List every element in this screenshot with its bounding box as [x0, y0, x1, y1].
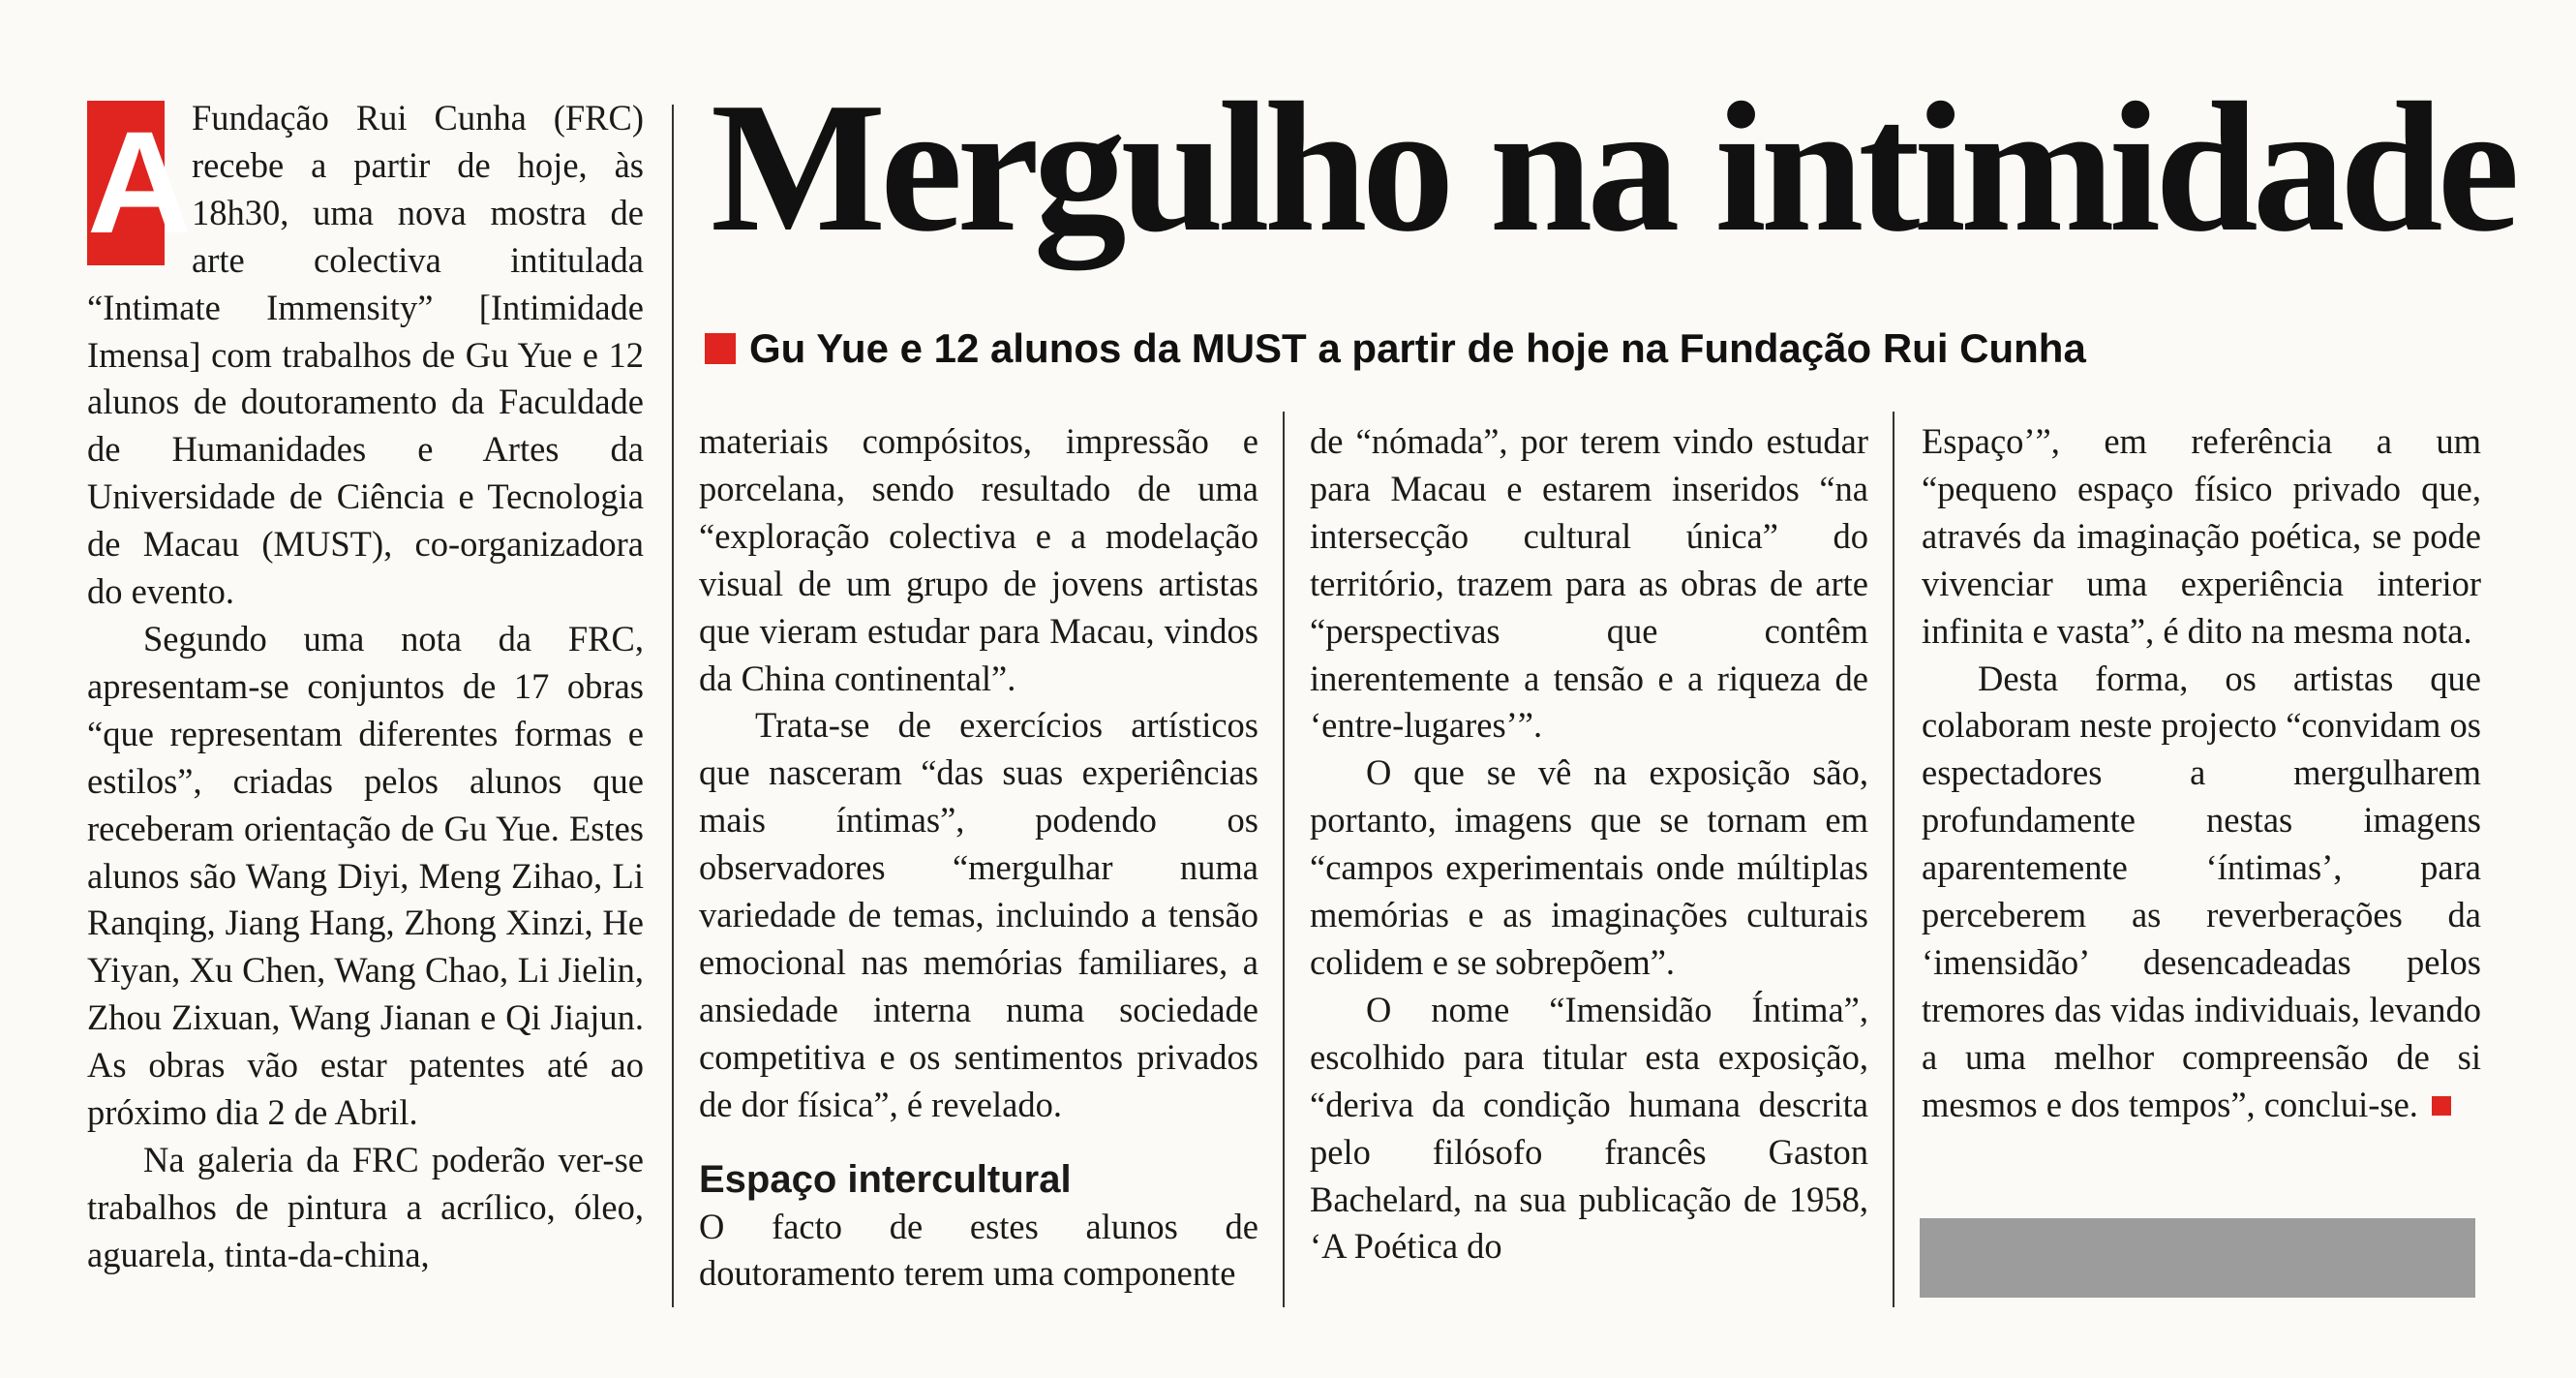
headline: Mergulho na intimidade	[711, 64, 2514, 270]
article-column-2	[699, 418, 1258, 1317]
column-rule-left	[672, 105, 674, 1307]
end-of-article-icon	[2432, 1096, 2451, 1116]
paragraph-9: O nome “Imensidão Íntima”, escolhido para titular esta exposição, “deriva da condição humana descrita pelo filósofo francês Gaston Bachelard, na sua publicação de 1958, ‘A Poética do	[1310, 989, 1868, 1267]
drop-cap: A	[87, 101, 193, 263]
paragraph-7: de “nómada”, por terem vindo estudar para Macau e estarem inseridos “na intersecção cultural única” do território, trazem para as obras de arte “perspectivas que contêm inerentemente a tensão e a riqueza de ‘entre-lugares’”.	[1310, 421, 1868, 746]
paragraph-8: O que se vê na exposição são, portanto, imagens que se tornam em “campos experimentais onde múltiplas memórias e as imaginações culturais colidem e se sobrepõem”.	[1310, 752, 1868, 982]
paragraph-11	[1922, 656, 2481, 1129]
paragraph-6: O facto de estes alunos de doutoramento terem uma componente	[699, 1206, 1258, 1294]
column-rule-3	[1893, 412, 1894, 1307]
paragraph-10: Espaço’”, em referência a um “pequeno espaço físico privado que, através da imaginação poética, se pode vivenciar uma experiência interior infinita e vasta”, é dito na mesma nota.	[1922, 421, 2481, 651]
paragraph-3: Na galeria da FRC poderão ver-se trabalhos de pintura a acrílico, óleo, aguarela, tinta-da-china,	[87, 1139, 644, 1274]
paragraph-4: materiais compósitos, impressão e porcelana, sendo resultado de uma “exploração colectiva e a modelação visual de um grupo de jovens artistas que vieram estudar para Macau, vindos da China continental”.	[699, 421, 1258, 698]
paragraph-2: Segundo uma nota da FRC, apresentam-se conjuntos de 17 obras “que representam diferentes formas e estilos”, criadas pelos alunos que receberam orientação de Gu Yue. Estes alunos são Wang Diyi, Meng Zihao, Li Ranqing, Jiang Hang, Zhong Xinzi, He Yiyan, Xu Chen, Wang Chao, Li Jielin, Zhou Zixuan, Wang Jianan e Qi Jiajun. As obras vão estar patentes até ao próximo dia 2 de Abril.	[87, 618, 644, 1133]
paragraph-1	[87, 95, 644, 616]
section-heading: Espaço intercultural	[699, 1157, 1072, 1201]
column-rule-2	[1283, 412, 1285, 1307]
subheadline	[705, 318, 2086, 380]
red-square-bullet-icon	[705, 333, 736, 364]
gray-bar	[1920, 1218, 2475, 1298]
paragraph-1-text: Fundação Rui Cunha (FRC) recebe a partir de hoje, às 18h30, uma nova mostra de arte colectiva intitulada “Intimate Immensity” [Intimidade Imensa] com trabalhos de Gu Yue e 12 alunos de doutoramento da Faculdade de Humanidades e Artes da Universidade de Ciência e Tecnologia de Macau (MUST), co-organizadora do evento.	[87, 98, 644, 612]
paragraph-5: Trata-se de exercícios artísticos que nasceram “das suas experiências mais íntimas”, podendo os observadores “mergulhar numa variedade de temas, incluindo a tensão emocional nas memórias familiares, a ansiedade interna numa sociedade competitiva e os sentimentos privados de dor física”, é revelado.	[699, 705, 1258, 1124]
article-column-3	[1310, 418, 1868, 1317]
subheadline-text: Gu Yue e 12 alunos da MUST a partir de hoje na Fundação Rui Cunha	[749, 325, 2086, 371]
article-column-4	[1922, 418, 2481, 1174]
article-column-1	[87, 95, 644, 1317]
paragraph-11-text: Desta forma, os artistas que colaboram neste projecto “convidam os espectadores a mergulharem profundamente nestas imagens aparentemente ‘íntimas’, para perceberem as reverberações da ‘imensidão’ desencadeadas pelos tremores das vidas individuais, levando a uma melhor compreensão de si mesmos e dos tempos”, conclui-se.	[1922, 658, 2481, 1124]
